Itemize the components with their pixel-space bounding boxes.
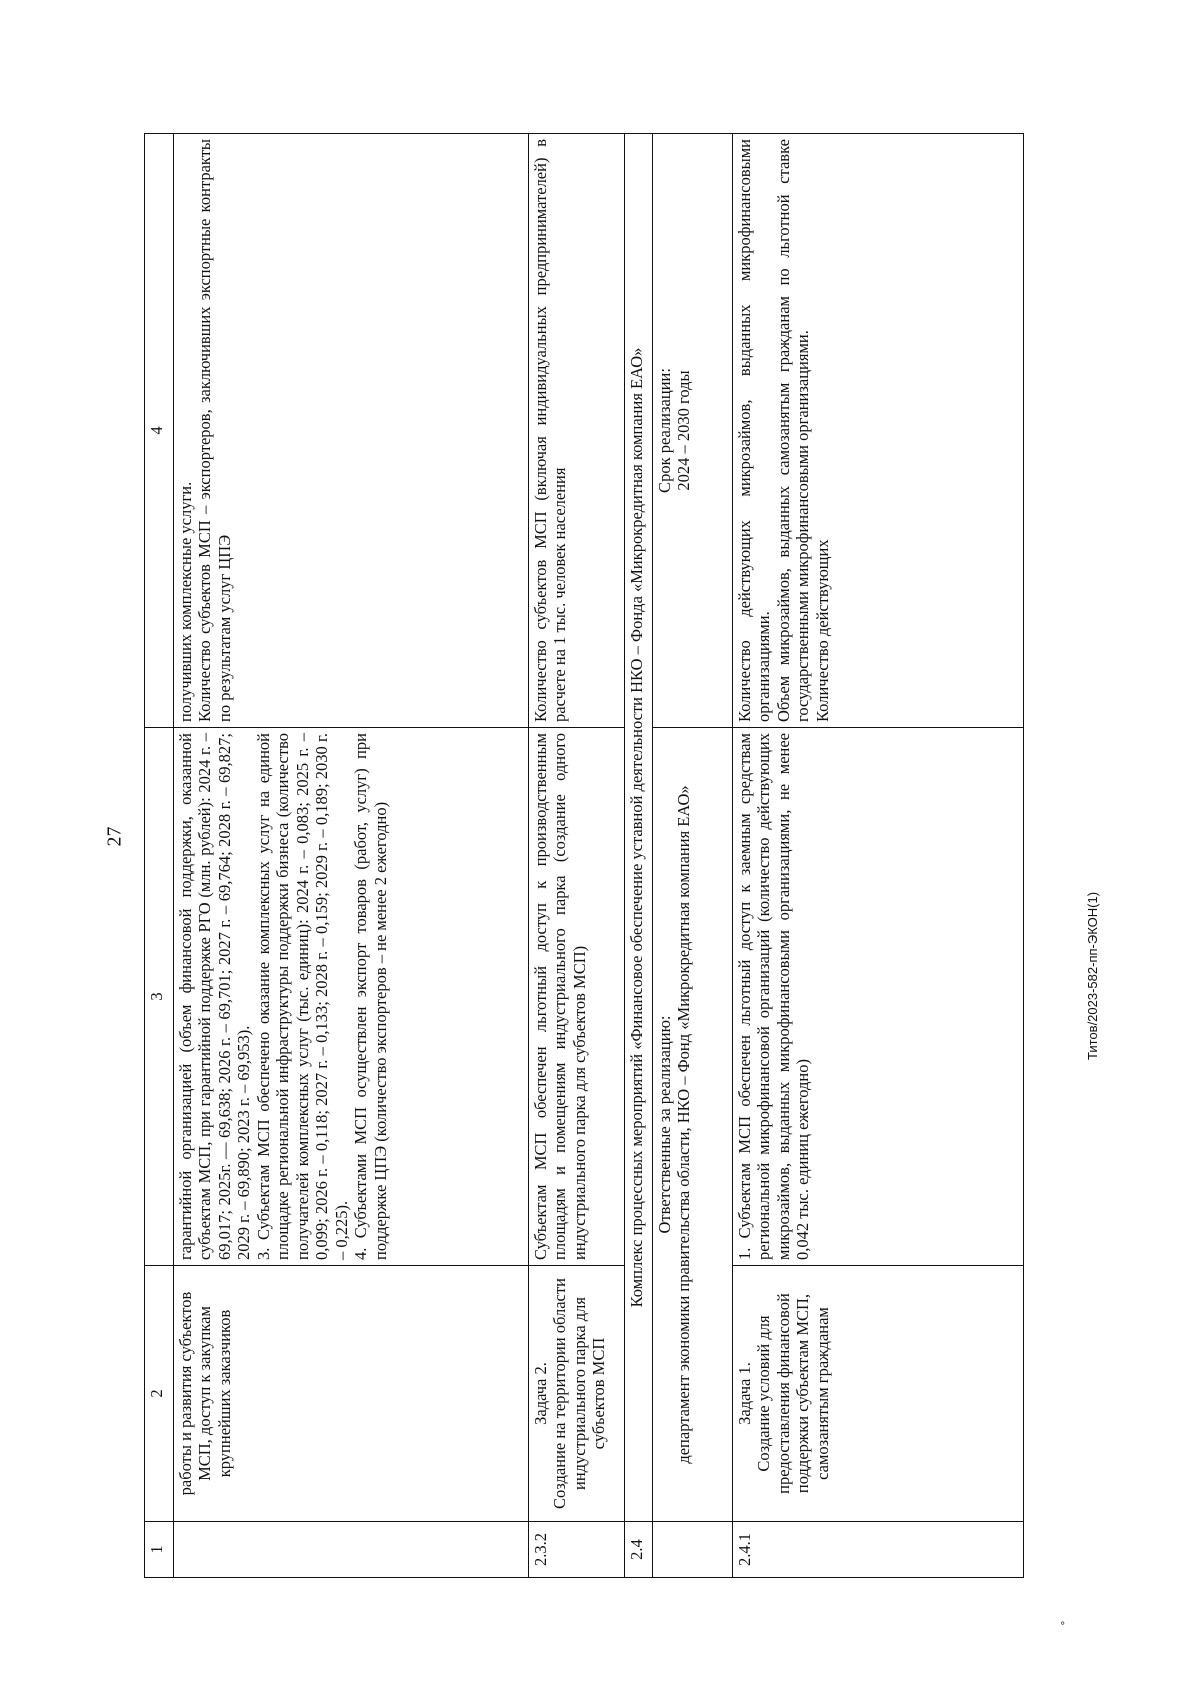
header-col-3: 3	[145, 728, 174, 1266]
header-col-2: 2	[145, 1266, 174, 1522]
indicator-paragraph: Количество действующих	[812, 539, 832, 722]
header-row	[145, 134, 174, 1578]
task-text: Создание условий для предоставления финансовой поддержки субъектам МСП, самозанятым гражданам	[754, 1293, 832, 1494]
result-paragraph: гарантийной организацией (объем финансовой поддержки, оказанной субъектам МСП, при гарантийной поддержке РГО (млн. рублей): 2024 г. – 69,017; 2025г. — 69,638; 2026 г. – 69,701; 2027 г. – 69,764; 2028 г. – 69,827; 2029 г. – 69,890; 2023 г. – 69,953).	[176, 733, 254, 1260]
term-cell	[653, 134, 733, 728]
responsible-label: Ответственные за реализацию:	[655, 1015, 674, 1234]
task-title: Задача 2.	[531, 1362, 550, 1425]
table-row-2-4-1	[733, 134, 1024, 1578]
indicator-paragraph: Объем микрозаймов, выданных самозанятым гражданам по льготной ставке государственными микрофинансовыми организациями.	[773, 139, 813, 722]
row-number: 2.4	[625, 1522, 653, 1578]
responsible-cell	[653, 728, 733, 1522]
table-row-responsible	[653, 134, 733, 1578]
row-continued-num	[174, 1522, 529, 1578]
table-row-2-3-2	[529, 134, 625, 1578]
result-cell: 1. Субъектам МСП обеспечен льготный доступ к заемным средствам региональной микрофинансовой организаций (количество действующих микрозаймов, выданных микрофинансовыми организациями, не менее 0,042 тыс. единиц ежегодно)	[733, 728, 1024, 1266]
term-text: 2024 – 2030 годы	[674, 370, 694, 491]
header-col-1: 1	[145, 1522, 174, 1578]
result-cell: Субъектам МСП обеспечен льготный доступ к производственным площадям и помещениям индустриального парка (создание одного индустриального парка для субъектов МСП)	[529, 728, 625, 1266]
stray-mark: ˳	[1060, 1608, 1066, 1625]
task-text: Создание на территории области индустриального парка для субъектов МСП	[550, 1278, 609, 1509]
plan-table	[144, 133, 1024, 1578]
row-continued-result	[174, 728, 529, 1266]
table-row-continued	[174, 134, 529, 1578]
responsible-text: департамент экономики правительства области, НКО – Фонд «Микрокредитная компания ЕАО»	[674, 785, 694, 1464]
indicator-cell: Количество субъектов МСП (включая индивидуальных предпринимателей) в расчете на 1 тыс. человек населения	[529, 134, 625, 728]
header-col-4: 4	[145, 134, 174, 728]
row-number	[653, 1522, 733, 1578]
program-table	[144, 134, 1024, 1578]
task-title: Задача 1.	[735, 1362, 754, 1425]
result-paragraph: 4. Субъектами МСП осуществлен экспорт товаров (работ, услуг) при поддержке ЦПЭ (количество экспортеров – не менее 2 ежегодно)	[351, 733, 390, 1260]
document-id: Титов/2023-582-пп-ЭКОН(1)	[1085, 891, 1100, 1060]
row-number: 2.3.2	[529, 1522, 625, 1578]
indicator-paragraph: Количество субъектов МСП – экспортеров, заключивших экспортные контракты по результатам услуг ЦПЭ	[195, 139, 234, 722]
indicator-paragraph: получивших комплексные услуги.	[176, 481, 195, 722]
task-cell	[529, 1266, 625, 1522]
row-number: 2.4.1	[733, 1522, 1024, 1578]
page-number: 27	[103, 826, 126, 847]
row-continued-task: работы и развития субъектов МСП, доступ к закупкам крупнейших заказчиков	[174, 1266, 529, 1522]
indicator-cell	[733, 134, 1024, 728]
result-paragraph: 3. Субъектам МСП обеспечено оказание комплексных услуг на единой площадке региональной инфраструктуры поддержки бизнеса (количество получателей комплексных услуг (тыс. единиц): 2024 г. – 0,083; 2025 г. – 0,099; 2026 г. – 0,118; 2027 г. – 0,133; 2028 г. – 0,159; 2029 г. – 0,189; 2030 г. – 0,225).	[253, 733, 351, 1260]
row-continued-indicator	[174, 134, 529, 728]
task-cell	[733, 1266, 1024, 1522]
table-row-2-4	[625, 134, 653, 1578]
term-label: Срок реализации:	[655, 368, 674, 493]
indicator-paragraph: Количество действующих микрозаймов, выданных микрофинансовыми организациями.	[735, 139, 774, 722]
section-title: Комплекс процессных мероприятий «Финансовое обеспечение уставной деятельности НКО – Фонда «Микрокредитная компания ЕАО»	[625, 134, 653, 1522]
